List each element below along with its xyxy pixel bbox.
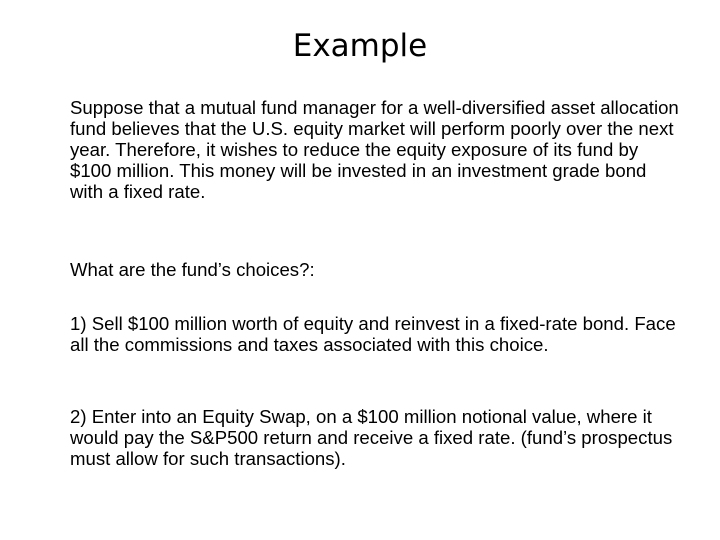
paragraph-choice-1: 1) Sell $100 million worth of equity and reinvest in a fixed-rate bond. Face all the commissions and taxes associated with this choice. [70,313,676,355]
paragraph-question: What are the fund’s choices?: [70,259,315,280]
paragraph-scenario: Suppose that a mutual fund manager for a well-diversified asset allocation fund believes that the U.S. equity market will perform poorly over the next year. Therefore, it wishes to reduce the equity exposure of its fund by $100 million. This money will be invested in an investment grade bond with a fixed rate. [70,97,679,202]
paragraph-choice-2: 2) Enter into an Equity Swap, on a $100 million notional value, where it would pay the S&P500 return and receive a fixed rate. (fund’s prospectus must allow for such transactions). [70,406,673,469]
slide-title: Example [292,28,428,64]
